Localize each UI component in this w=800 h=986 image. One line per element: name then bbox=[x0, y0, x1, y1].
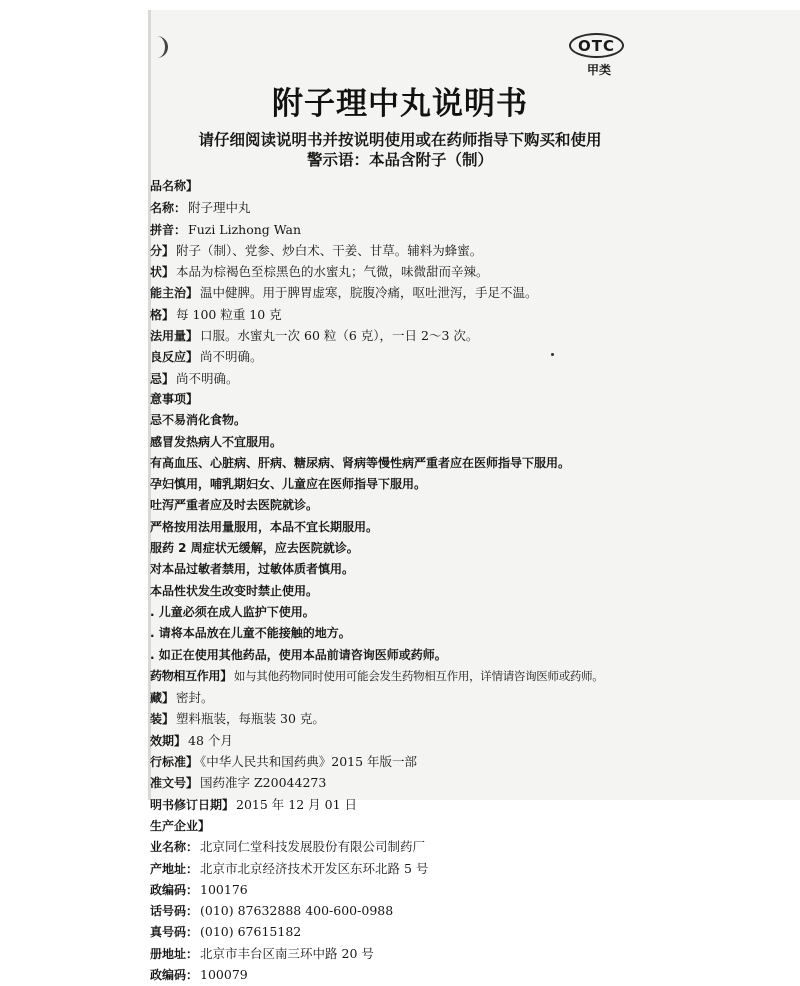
field-label: 药物相互作用】 bbox=[150, 668, 232, 683]
field-value: 国药准字 Z20044273 bbox=[200, 775, 327, 791]
leaflet-line bbox=[150, 921, 790, 942]
leaflet-line bbox=[150, 197, 790, 218]
field-value: 如与其他药物同时使用可能会发生药物相互作用，详情请咨询医师或药师。 bbox=[233, 668, 604, 683]
leaflet-line bbox=[150, 687, 790, 708]
field-value: 100176 bbox=[200, 881, 248, 897]
field-value: 口服。水蜜丸一次 60 粒（6 克），一日 2～3 次。 bbox=[200, 328, 479, 344]
leaflet-line bbox=[150, 794, 790, 815]
field-value: 北京市北京经济技术开发区东环北路 5 号 bbox=[200, 860, 429, 876]
leaflet-line bbox=[150, 261, 790, 282]
line-text: 有高血压、心脏病、肝病、糖尿病、肾病等慢性病严重者应在医师指导下服用。 bbox=[150, 455, 571, 470]
field-label: 产地址： bbox=[150, 861, 199, 876]
field-value: 本品为棕褐色至棕黑色的水蜜丸；气微，味微甜而辛辣。 bbox=[176, 264, 489, 280]
leaflet-body bbox=[150, 176, 790, 985]
leaflet-line bbox=[150, 325, 790, 346]
field-value: 2015 年 12 月 01 日 bbox=[236, 796, 358, 812]
field-label: 准文号】 bbox=[150, 776, 199, 791]
leaflet-line bbox=[150, 389, 790, 410]
line-text: 对本品过敏者禁用，过敏体质者慎用。 bbox=[150, 562, 355, 577]
leaflet-line bbox=[150, 772, 790, 793]
leaflet-line bbox=[150, 219, 790, 240]
field-value: 尚不明确。 bbox=[176, 370, 239, 386]
line-text: 忌不易消化食物。 bbox=[150, 413, 247, 428]
field-label: 明书修订日期】 bbox=[150, 797, 235, 812]
field-label: 能主治】 bbox=[150, 286, 199, 301]
field-label: 藏】 bbox=[150, 691, 175, 706]
leaflet-line bbox=[150, 495, 790, 516]
leaflet-line bbox=[150, 410, 790, 431]
leaflet-line bbox=[150, 581, 790, 602]
line-text: 孕妇慎用，哺乳期妇女、儿童应在医师指导下服用。 bbox=[150, 477, 427, 492]
leaflet-line bbox=[150, 858, 790, 879]
leaflet-line bbox=[150, 666, 790, 687]
field-value: 附子（制）、党参、炒白术、干姜、甘草。辅料为蜂蜜。 bbox=[176, 242, 483, 258]
otc-badge: OTC bbox=[569, 33, 624, 58]
line-text: 感冒发热病人不宜服用。 bbox=[150, 434, 283, 449]
leaflet-line bbox=[150, 240, 790, 261]
field-label: 真号码： bbox=[150, 925, 199, 940]
field-value: (010) 87632888 400-600-0988 bbox=[200, 903, 394, 919]
leaflet-line bbox=[150, 346, 790, 367]
leaflet-line bbox=[150, 304, 790, 325]
field-label: 话号码： bbox=[150, 904, 199, 919]
field-value: 密封。 bbox=[176, 690, 214, 706]
leaflet-line bbox=[150, 368, 790, 389]
field-value: 温中健脾。用于脾胃虚寒，脘腹冷痛，呕吐泄泻，手足不温。 bbox=[200, 285, 538, 301]
line-text: 严格按用法用量服用，本品不宜长期服用。 bbox=[150, 519, 379, 534]
field-label: 行标准】 bbox=[150, 755, 199, 770]
leaflet-line bbox=[150, 730, 790, 751]
leaflet-line bbox=[150, 517, 790, 538]
field-label: 法用量】 bbox=[150, 329, 199, 344]
field-value: 附子理中丸 bbox=[188, 200, 251, 216]
field-label: 分】 bbox=[150, 243, 175, 258]
field-label: 良反应】 bbox=[150, 350, 199, 365]
leaflet-line bbox=[150, 623, 790, 644]
field-label: 册地址： bbox=[150, 946, 199, 961]
line-text: . 请将本品放在儿童不能接触的地方。 bbox=[150, 626, 351, 641]
line-text: 吐泻严重者应及时去医院就诊。 bbox=[150, 498, 319, 513]
leaflet-line bbox=[150, 282, 790, 303]
field-label: 忌】 bbox=[150, 371, 175, 386]
scan-speck bbox=[551, 353, 554, 356]
field-label: 装】 bbox=[150, 712, 175, 727]
leaflet-line bbox=[150, 708, 790, 729]
usage-notice: 请仔细阅读说明书并按说明使用或在药师指导下购买和使用 bbox=[198, 131, 602, 149]
leaflet-line bbox=[150, 751, 790, 772]
field-value: 每 100 粒重 10 克 bbox=[176, 306, 282, 322]
otc-class-label: 甲类 bbox=[586, 63, 611, 77]
field-value: 北京同仁堂科技发展股份有限公司制药厂 bbox=[200, 839, 426, 855]
field-value: 尚不明确。 bbox=[200, 349, 263, 365]
leaflet-line bbox=[150, 815, 790, 836]
field-label: 生产企业】 bbox=[150, 818, 211, 833]
field-value: 100079 bbox=[200, 966, 248, 982]
leaflet-line bbox=[150, 176, 790, 197]
field-value: (010) 67615182 bbox=[200, 924, 302, 940]
field-label: 拼音： bbox=[150, 222, 187, 237]
leaflet-line bbox=[150, 645, 790, 666]
line-text: 服药 2 周症状无缓解，应去医院就诊。 bbox=[150, 541, 359, 556]
line-text: . 儿童必须在成人监护下使用。 bbox=[150, 604, 315, 619]
line-text: 意事项】 bbox=[150, 391, 199, 406]
line-text: . 如正在使用其他药品，使用本品前请咨询医师或药师。 bbox=[150, 647, 447, 662]
field-value: 《中华人民共和国药典》2015 年版一部 bbox=[200, 754, 418, 770]
leaflet-line bbox=[150, 943, 790, 964]
leaflet-line bbox=[150, 879, 790, 900]
leaflet-line bbox=[150, 474, 790, 495]
leaflet-line bbox=[150, 432, 790, 453]
field-value: 北京市丰台区南三环中路 20 号 bbox=[200, 945, 374, 961]
field-label: 政编码： bbox=[150, 967, 199, 982]
warning-statement: 警示语：本品含附子（制） bbox=[306, 151, 493, 169]
leaflet-line bbox=[150, 964, 790, 985]
leaflet-line bbox=[150, 559, 790, 580]
document-title: 附子理中丸说明书 bbox=[272, 86, 528, 122]
leaflet-line bbox=[150, 538, 790, 559]
field-label: 名称： bbox=[150, 201, 187, 216]
field-label: 效期】 bbox=[150, 733, 187, 748]
leaflet-line bbox=[150, 900, 790, 921]
field-label: 状】 bbox=[150, 265, 175, 280]
leaflet-line bbox=[150, 836, 790, 857]
field-label: 格】 bbox=[150, 307, 175, 322]
line-text: 本品性状发生改变时禁止使用。 bbox=[150, 583, 319, 598]
field-value: 48 个月 bbox=[188, 732, 233, 748]
field-value: Fuzi Lizhong Wan bbox=[188, 221, 302, 237]
leaflet-line bbox=[150, 602, 790, 623]
field-label: 业名称： bbox=[150, 840, 199, 855]
leaflet-line bbox=[150, 453, 790, 474]
field-label: 政编码： bbox=[150, 882, 199, 897]
field-value: 塑料瓶装，每瓶装 30 克。 bbox=[176, 711, 325, 727]
line-text: 品名称】 bbox=[150, 179, 199, 193]
